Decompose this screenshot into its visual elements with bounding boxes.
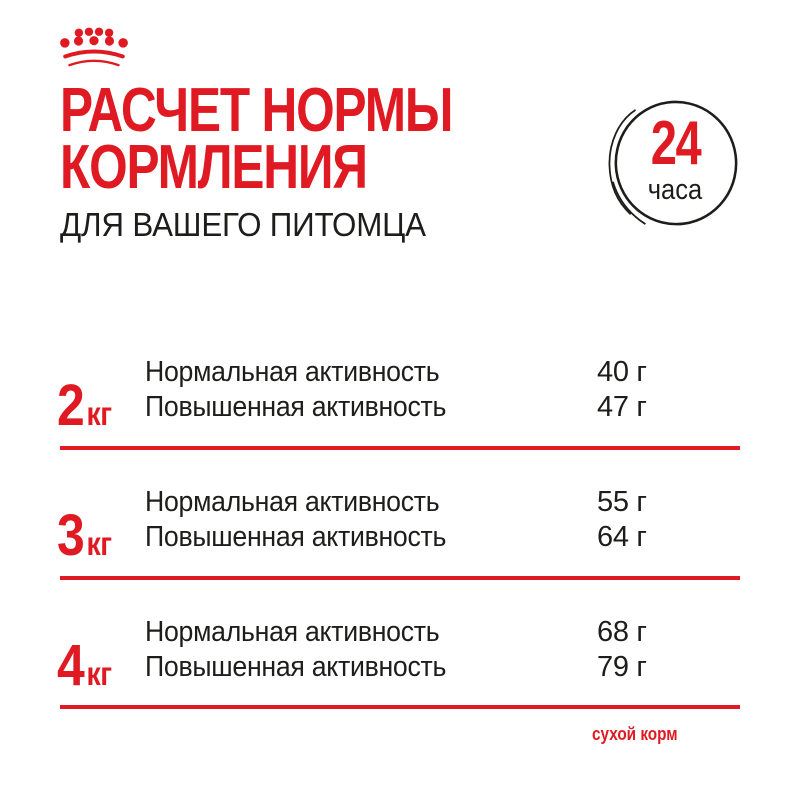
- weight-unit: кг: [86, 525, 112, 562]
- activity-labels: [145, 355, 446, 425]
- weight-unit: кг: [86, 655, 112, 692]
- weight-number: 3: [57, 503, 84, 568]
- portion-value-normal: 55 г: [597, 486, 647, 518]
- table-row: [57, 482, 740, 568]
- royal-canin-crown-icon: [58, 27, 130, 72]
- portion-value-high: 47 г: [597, 391, 647, 423]
- row-divider: [60, 446, 740, 450]
- weight-label: [57, 632, 112, 699]
- food-type-note: сухой корм: [592, 724, 678, 744]
- weight-label: [57, 372, 112, 439]
- row-divider: [60, 705, 740, 709]
- weight-unit: кг: [86, 395, 112, 432]
- portion-value-normal: 68 г: [597, 616, 647, 648]
- weight-label: [57, 502, 112, 569]
- activity-label-normal: Нормальная активность: [145, 356, 440, 388]
- portion-value-high: 79 г: [597, 651, 647, 683]
- badge-text: [606, 97, 744, 235]
- 24-hours-badge: [606, 97, 744, 235]
- activity-labels: [145, 485, 446, 555]
- badge-value: 24: [650, 108, 700, 178]
- portion-value-high: 64 г: [597, 521, 647, 553]
- title-line-1: РАСЧЕТ НОРМЫ: [60, 76, 453, 145]
- activity-labels: [145, 615, 446, 685]
- portion-values: [597, 355, 647, 425]
- row-divider: [60, 576, 740, 580]
- weight-number: 2: [57, 373, 84, 438]
- activity-label-normal: Нормальная активность: [145, 616, 440, 648]
- title-line-2: КОРМЛЕНИЯ: [60, 133, 367, 202]
- activity-label-high: Повышенная активность: [145, 391, 447, 423]
- portion-values: [597, 485, 647, 555]
- page-title: [60, 76, 453, 202]
- portion-value-normal: 40 г: [597, 356, 647, 388]
- page-subtitle: ДЛЯ ВАШЕГО ПИТОМЦА: [60, 206, 426, 243]
- activity-label-high: Повышенная активность: [145, 651, 447, 683]
- portion-values: [597, 615, 647, 685]
- badge-label: часа: [647, 173, 703, 206]
- weight-number: 4: [57, 633, 84, 698]
- table-row: [57, 612, 740, 698]
- table-row: [57, 352, 740, 438]
- activity-label-normal: Нормальная активность: [145, 486, 440, 518]
- activity-label-high: Повышенная активность: [145, 521, 447, 553]
